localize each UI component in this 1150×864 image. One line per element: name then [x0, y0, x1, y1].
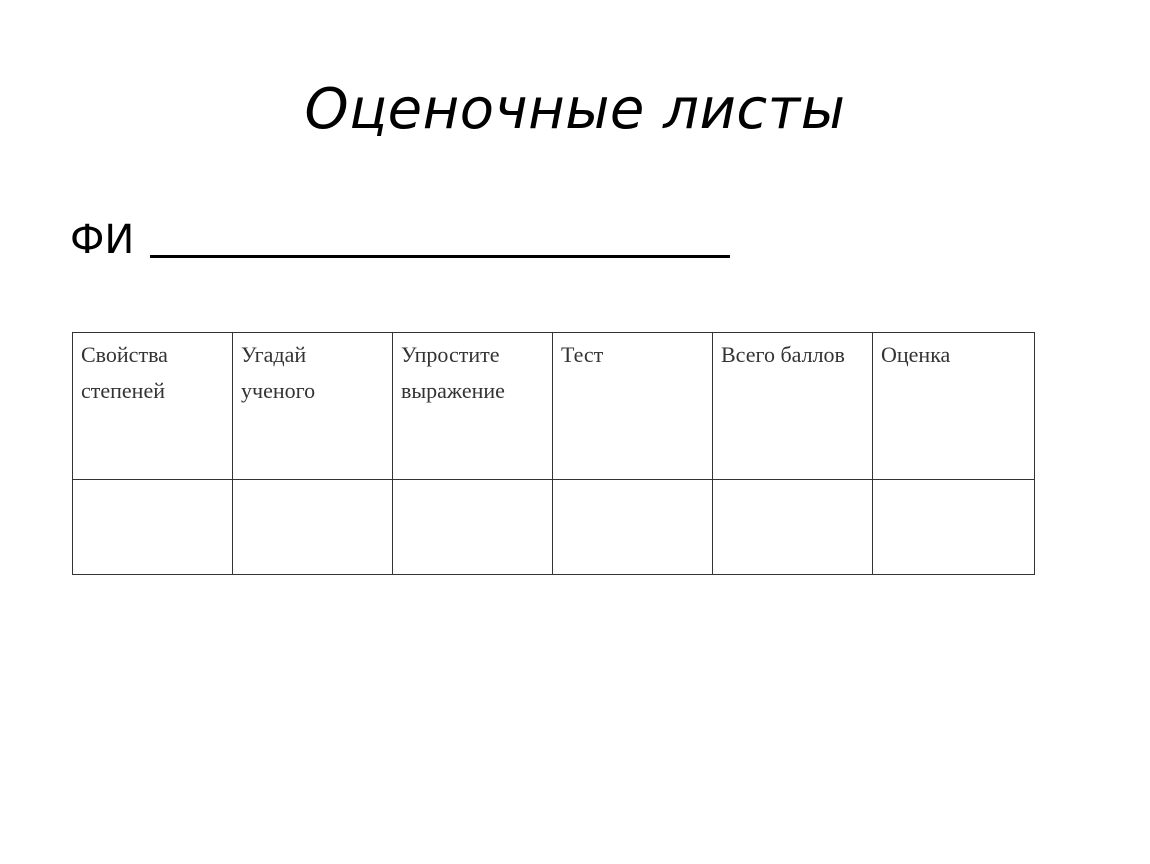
table-cell	[713, 480, 873, 575]
header-simplify-expression: Упростите выражение	[393, 333, 553, 480]
header-test: Тест	[553, 333, 713, 480]
header-properties-of-powers: Свойства степеней	[73, 333, 233, 480]
header-grade: Оценка	[873, 333, 1035, 480]
table-cell	[873, 480, 1035, 575]
header-total-points: Всего баллов	[713, 333, 873, 480]
table-row	[73, 480, 1035, 575]
header-guess-the-scientist: Угадай ученого	[233, 333, 393, 480]
table-cell	[553, 480, 713, 575]
name-blank-line	[150, 255, 730, 258]
table-cell	[73, 480, 233, 575]
table-header-row	[73, 333, 1035, 480]
name-field	[70, 210, 730, 270]
table-cell	[233, 480, 393, 575]
grade-table	[72, 332, 1035, 575]
slide-title: Оценочные листы	[304, 77, 846, 142]
name-label: ФИ	[70, 217, 135, 263]
table-cell	[393, 480, 553, 575]
